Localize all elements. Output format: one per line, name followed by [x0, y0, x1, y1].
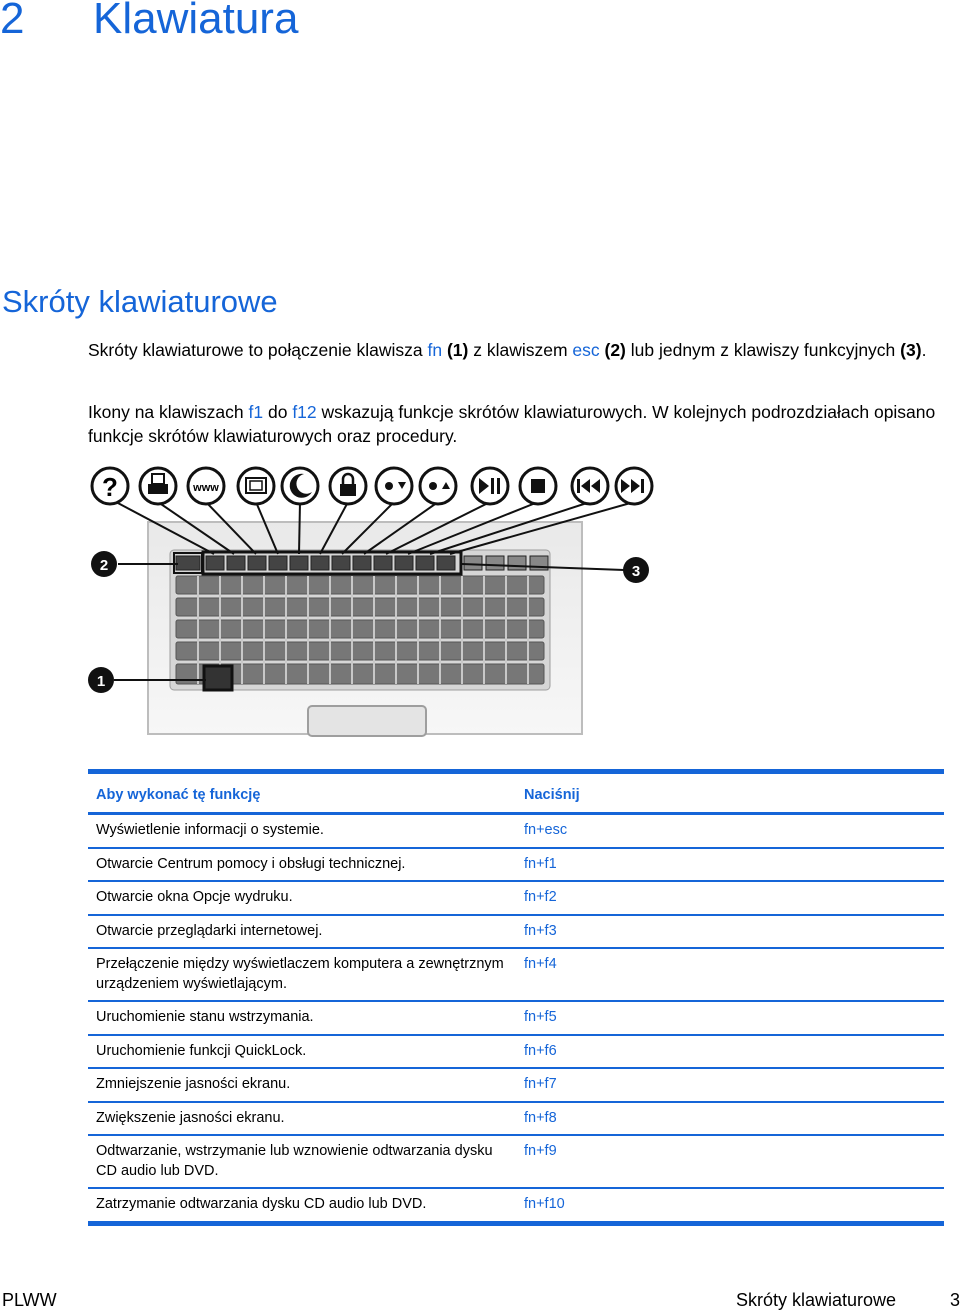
table-row: [88, 1068, 944, 1102]
function-key-row: [176, 556, 548, 570]
previous-track-icon: [572, 468, 608, 504]
action-cell: Zmniejszenie jasności ekranu.: [88, 1068, 516, 1102]
action-cell: Wyświetlenie informacji o systemie.: [88, 814, 516, 848]
text-run: lub jednym z klawiszy funkcyjnych: [625, 340, 901, 360]
action-cell: Odtwarzanie, wstrzymanie lub wznowienie odtwarzania dysku CD audio lub DVD.: [88, 1135, 516, 1188]
key-cell: fn+f4: [516, 948, 944, 1001]
fn-key-highlight: [204, 666, 232, 690]
table-row: [88, 1102, 944, 1136]
sleep-moon-icon: [282, 468, 318, 504]
text-run: Ikony na klawiszach: [88, 402, 249, 422]
footer-section-title: Skróty klawiaturowe: [736, 1290, 897, 1310]
header-key: Naciśnij: [516, 772, 944, 814]
chapter-title: Klawiatura: [93, 0, 299, 43]
shortcut-table: [88, 769, 944, 1226]
fn-key-ref: fn: [427, 340, 443, 360]
callout-3-label: 3: [631, 563, 641, 580]
callout-1: [88, 667, 114, 693]
web-browser-icon: [188, 468, 224, 504]
key-cell: fn+f1: [516, 848, 944, 882]
icons-paragraph: [88, 400, 948, 448]
page-number: 3: [950, 1290, 960, 1310]
table-row: [88, 1001, 944, 1035]
brightness-down-icon: [376, 468, 412, 504]
key-cell: fn+f8: [516, 1102, 944, 1136]
intro-paragraph: [88, 338, 948, 362]
callout-ref-3: (3): [900, 340, 922, 360]
action-cell: Uruchomienie stanu wstrzymania.: [88, 1001, 516, 1035]
action-cell: Zwiększenie jasności ekranu.: [88, 1102, 516, 1136]
header-action: Aby wykonać tę funkcję: [88, 772, 516, 814]
callout-ref-2: (2): [604, 340, 626, 360]
table-row: [88, 1035, 944, 1069]
table-header-row: [88, 772, 944, 814]
key-cell: fn+f6: [516, 1035, 944, 1069]
keyboard-figure: [86, 462, 676, 738]
section-title: Skróty klawiaturowe: [2, 284, 278, 319]
print-icon: [140, 468, 176, 504]
display-switch-icon: [238, 468, 274, 504]
key-cell: fn+esc: [516, 814, 944, 848]
svg-text:?: ?: [102, 472, 118, 502]
help-icon: [92, 468, 128, 504]
key-cell: fn+f7: [516, 1068, 944, 1102]
table-row: [88, 915, 944, 949]
table-row: [88, 1188, 944, 1223]
action-cell: Otwarcie okna Opcje wydruku.: [88, 881, 516, 915]
action-cell: Otwarcie Centrum pomocy i obsługi technicznej.: [88, 848, 516, 882]
key-cell: fn+f10: [524, 1196, 565, 1212]
text-run: .: [921, 340, 927, 360]
chapter-number: 2: [0, 0, 25, 43]
callout-2-label: 2: [99, 557, 109, 574]
key-cell: fn+f3: [516, 915, 944, 949]
action-cell: Uruchomienie funkcji QuickLock.: [88, 1035, 516, 1069]
callout-2: [91, 551, 117, 577]
next-track-icon: [616, 468, 652, 504]
action-cell: Przełączenie między wyświetlaczem komputera a zewnętrznym urządzeniem wyświetlającym.: [88, 948, 516, 1001]
action-cell: Zatrzymanie odtwarzania dysku CD audio lub DVD.: [96, 1196, 427, 1212]
callout-3: [623, 557, 649, 583]
key-cell: fn+f5: [516, 1001, 944, 1035]
function-icons: [92, 468, 652, 504]
lock-icon: [330, 468, 366, 504]
table-row: [88, 1135, 944, 1188]
f1-key-ref: f1: [248, 402, 264, 422]
footer-locale: PLWW: [2, 1290, 57, 1310]
text-run: do: [263, 402, 293, 422]
text-run: z klawiszem: [468, 340, 573, 360]
key-cell: fn+f2: [516, 881, 944, 915]
callout-ref-1: (1): [446, 340, 469, 360]
key-cell: fn+f9: [516, 1135, 944, 1188]
table-row: [88, 814, 944, 848]
table-row: [88, 948, 944, 1001]
f12-key-ref: f12: [292, 402, 317, 422]
table-row: [88, 848, 944, 882]
text-run: wskazują funkcje skrótów klawiaturowych. W kolejnych podrozdziałach opisano funkcje skrótów klawiaturowych oraz procedury.: [88, 402, 936, 446]
action-cell: Otwarcie przeglądarki internetowej.: [88, 915, 516, 949]
esc-key-ref: esc: [572, 340, 600, 360]
brightness-up-icon: [420, 468, 456, 504]
text-run: Skróty klawiaturowe to połączenie klawisza: [88, 340, 428, 360]
callout-1-label: 1: [96, 673, 106, 690]
svg-text:www: www: [193, 482, 219, 494]
play-pause-icon: [472, 468, 508, 504]
table-row: [88, 881, 944, 915]
stop-icon: [520, 468, 556, 504]
